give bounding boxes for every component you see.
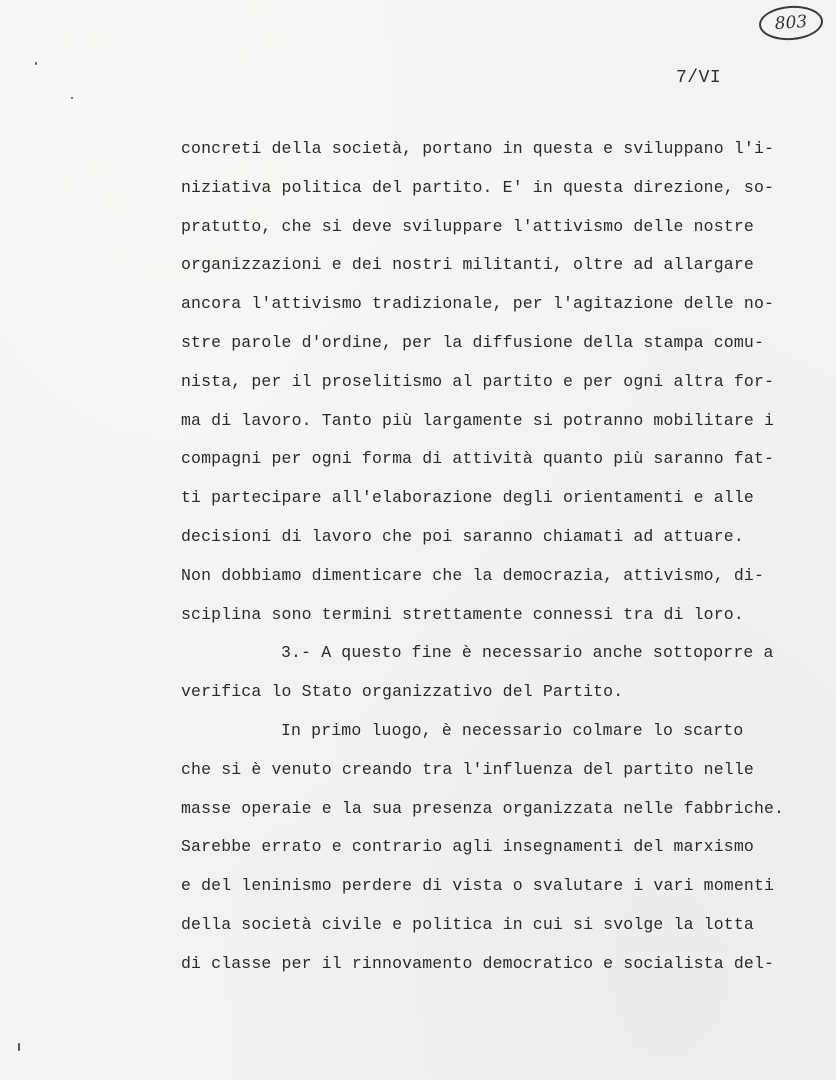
- text-line: verifica lo Stato organizzativo del Partito.: [181, 682, 624, 702]
- text-line: della società civile e politica in cui si svolge la lotta: [181, 914, 754, 934]
- document-body: [181, 130, 785, 984]
- text-line: decisioni di lavoro che poi saranno chiamati ad attuare.: [181, 526, 744, 546]
- text-line: Sarebbe errato e contrario agli insegnamenti del marxismo: [181, 837, 754, 857]
- paper-speck: [71, 97, 73, 99]
- paper-speck: [18, 1043, 20, 1051]
- page-reference: 7/VI: [676, 68, 722, 88]
- paragraph-start-line: In primo luogo, è necessario colmare lo scarto: [281, 720, 744, 740]
- section-heading-line: 3.- A questo fine è necessario anche sottoporre a: [281, 643, 774, 663]
- paper-speck: [35, 62, 37, 65]
- text-line: Non dobbiamo dimenticare che la democrazia, attivismo, di-: [181, 565, 764, 585]
- text-line: compagni per ogni forma di attività quanto più saranno fat-: [181, 449, 775, 469]
- text-line: ancora l'attivismo tradizionale, per l'agitazione delle no-: [181, 294, 775, 314]
- text-line: e del leninismo perdere di vista o svalutare i vari momenti: [181, 876, 775, 896]
- text-line: ma di lavoro. Tanto più largamente si potranno mobilitare i: [181, 410, 775, 430]
- text-line: niziativa politica del partito. E' in questa direzione, so-: [181, 177, 775, 197]
- text-line: organizzazioni e dei nostri militanti, oltre ad allargare: [181, 255, 754, 275]
- text-line: di classe per il rinnovamento democratico e socialista del-: [181, 953, 775, 973]
- text-line: ti partecipare all'elaborazione degli orientamenti e alle: [181, 488, 754, 508]
- text-line: nista, per il proselitismo al partito e per ogni altra for-: [181, 371, 775, 391]
- stamp-number: 803: [774, 11, 808, 35]
- text-line: stre parole d'ordine, per la diffusione della stampa comu-: [181, 332, 764, 352]
- text-line: che si è venuto creando tra l'influenza del partito nelle: [181, 759, 754, 779]
- text-line: concreti della società, portano in questa e sviluppano l'i-: [181, 139, 775, 158]
- archive-stamp: [758, 4, 824, 42]
- text-line: sciplina sono termini strettamente connessi tra di loro.: [181, 604, 744, 624]
- text-line: pratutto, che si deve sviluppare l'attivismo delle nostre: [181, 216, 754, 236]
- text-line: masse operaie e la sua presenza organizzata nelle fabbriche.: [181, 798, 785, 818]
